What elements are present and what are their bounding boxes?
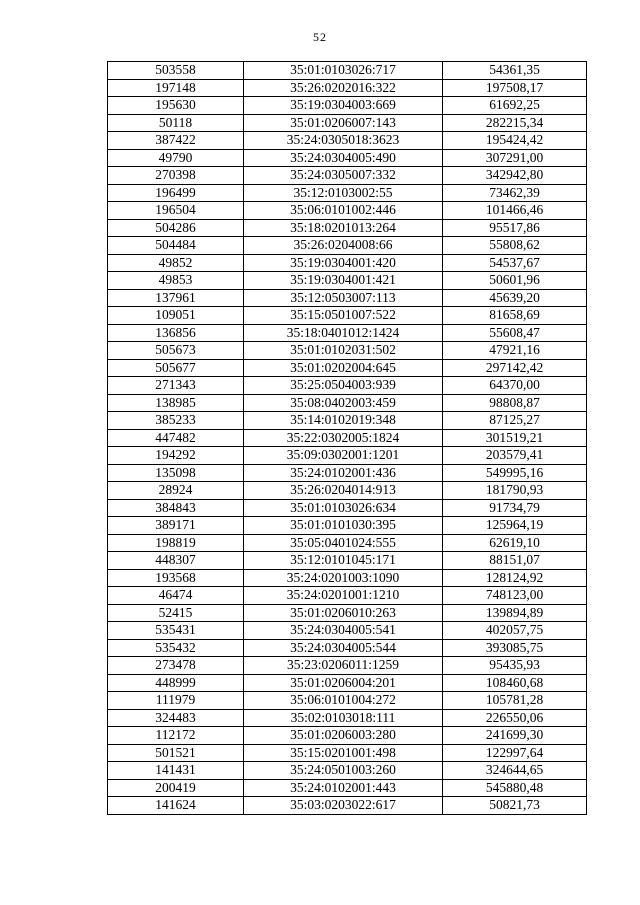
value-cell: 402057,75 (443, 622, 587, 640)
cadastral-number-cell: 35:09:0302001:1201 (244, 447, 443, 465)
table-row (108, 149, 587, 167)
table-row (108, 429, 587, 447)
value-cell: 91734,79 (443, 499, 587, 517)
table-row (108, 114, 587, 132)
table-row (108, 552, 587, 570)
cadastral-number-cell: 35:15:0201001:498 (244, 744, 443, 762)
value-cell: 226550,06 (443, 709, 587, 727)
table-row (108, 272, 587, 290)
value-cell: 101466,46 (443, 202, 587, 220)
record-id-cell: 136856 (108, 324, 244, 342)
value-cell: 50821,73 (443, 797, 587, 815)
table-row (108, 307, 587, 325)
value-cell: 197508,17 (443, 79, 587, 97)
record-id-cell: 141431 (108, 762, 244, 780)
record-id-cell: 109051 (108, 307, 244, 325)
table-row (108, 132, 587, 150)
cadastral-number-cell: 35:01:0103026:717 (244, 62, 443, 80)
table-row (108, 779, 587, 797)
cadastral-number-cell: 35:15:0501007:522 (244, 307, 443, 325)
record-id-cell: 501521 (108, 744, 244, 762)
record-id-cell: 504484 (108, 237, 244, 255)
table-body (108, 62, 587, 815)
record-id-cell: 49790 (108, 149, 244, 167)
record-id-cell: 194292 (108, 447, 244, 465)
cadastral-number-cell: 35:19:0304001:420 (244, 254, 443, 272)
cadastral-number-cell: 35:01:0206007:143 (244, 114, 443, 132)
cadastral-number-cell: 35:03:0203022:617 (244, 797, 443, 815)
value-cell: 324644,65 (443, 762, 587, 780)
table-row (108, 499, 587, 517)
table-row (108, 359, 587, 377)
record-id-cell: 505677 (108, 359, 244, 377)
cadastral-number-cell: 35:26:0202016:322 (244, 79, 443, 97)
table-row (108, 202, 587, 220)
value-cell: 241699,30 (443, 727, 587, 745)
record-id-cell: 273478 (108, 657, 244, 675)
value-cell: 88151,07 (443, 552, 587, 570)
table-row (108, 289, 587, 307)
cadastral-number-cell: 35:24:0501003:260 (244, 762, 443, 780)
record-id-cell: 448307 (108, 552, 244, 570)
value-cell: 62619,10 (443, 534, 587, 552)
value-cell: 64370,00 (443, 377, 587, 395)
record-id-cell: 447482 (108, 429, 244, 447)
record-id-cell: 535431 (108, 622, 244, 640)
cadastral-number-cell: 35:18:0401012:1424 (244, 324, 443, 342)
table-row (108, 692, 587, 710)
record-id-cell: 196499 (108, 184, 244, 202)
record-id-cell: 389171 (108, 517, 244, 535)
table-row (108, 727, 587, 745)
table-row (108, 394, 587, 412)
cadastral-number-cell: 35:24:0304005:544 (244, 639, 443, 657)
table-row (108, 674, 587, 692)
record-id-cell: 138985 (108, 394, 244, 412)
record-id-cell: 196504 (108, 202, 244, 220)
value-cell: 98808,87 (443, 394, 587, 412)
table-row (108, 324, 587, 342)
cadastral-number-cell: 35:12:0103002:55 (244, 184, 443, 202)
table-row (108, 62, 587, 80)
cadastral-number-cell: 35:01:0206010:263 (244, 604, 443, 622)
cadastral-number-cell: 35:22:0302005:1824 (244, 429, 443, 447)
cadastral-number-cell: 35:19:0304001:421 (244, 272, 443, 290)
cadastral-number-cell: 35:18:0201013:264 (244, 219, 443, 237)
value-cell: 203579,41 (443, 447, 587, 465)
record-id-cell: 271343 (108, 377, 244, 395)
table-row (108, 412, 587, 430)
table-row (108, 657, 587, 675)
value-cell: 301519,21 (443, 429, 587, 447)
value-cell: 45639,20 (443, 289, 587, 307)
table-row (108, 464, 587, 482)
record-id-cell: 387422 (108, 132, 244, 150)
record-id-cell: 270398 (108, 167, 244, 185)
cadastral-number-cell: 35:26:0204014:913 (244, 482, 443, 500)
record-id-cell: 197148 (108, 79, 244, 97)
value-cell: 122997,64 (443, 744, 587, 762)
cadastral-number-cell: 35:01:0102031:502 (244, 342, 443, 360)
table-row (108, 622, 587, 640)
cadastral-number-cell: 35:01:0206004:201 (244, 674, 443, 692)
cadastral-number-cell: 35:14:0102019:348 (244, 412, 443, 430)
value-cell: 139894,89 (443, 604, 587, 622)
record-id-cell: 52415 (108, 604, 244, 622)
cadastral-number-cell: 35:08:0402003:459 (244, 394, 443, 412)
table-row (108, 342, 587, 360)
record-id-cell: 385233 (108, 412, 244, 430)
cadastral-number-cell: 35:19:0304003:669 (244, 97, 443, 115)
value-cell: 54361,35 (443, 62, 587, 80)
record-id-cell: 193568 (108, 569, 244, 587)
record-id-cell: 535432 (108, 639, 244, 657)
table-row (108, 237, 587, 255)
cadastral-number-cell: 35:24:0304005:541 (244, 622, 443, 640)
record-id-cell: 49852 (108, 254, 244, 272)
value-cell: 307291,00 (443, 149, 587, 167)
cadastral-number-cell: 35:23:0206011:1259 (244, 657, 443, 675)
record-id-cell: 503558 (108, 62, 244, 80)
table-row (108, 569, 587, 587)
cadastral-number-cell: 35:12:0503007:113 (244, 289, 443, 307)
table-row (108, 587, 587, 605)
value-cell: 95435,93 (443, 657, 587, 675)
cadastral-number-cell: 35:06:0101004:272 (244, 692, 443, 710)
record-id-cell: 200419 (108, 779, 244, 797)
cadastral-number-cell: 35:06:0101002:446 (244, 202, 443, 220)
value-cell: 128124,92 (443, 569, 587, 587)
cadastral-number-cell: 35:24:0201003:1090 (244, 569, 443, 587)
cadastral-number-cell: 35:24:0201001:1210 (244, 587, 443, 605)
record-id-cell: 141624 (108, 797, 244, 815)
cadastral-number-cell: 35:25:0504003:939 (244, 377, 443, 395)
record-id-cell: 384843 (108, 499, 244, 517)
value-cell: 748123,00 (443, 587, 587, 605)
record-id-cell: 46474 (108, 587, 244, 605)
table-row (108, 219, 587, 237)
table-row (108, 744, 587, 762)
table-row (108, 184, 587, 202)
record-id-cell: 198819 (108, 534, 244, 552)
value-cell: 108460,68 (443, 674, 587, 692)
table-row (108, 709, 587, 727)
value-cell: 54537,67 (443, 254, 587, 272)
value-cell: 282215,34 (443, 114, 587, 132)
value-cell: 95517,86 (443, 219, 587, 237)
value-cell: 87125,27 (443, 412, 587, 430)
record-id-cell: 28924 (108, 482, 244, 500)
value-cell: 342942,80 (443, 167, 587, 185)
value-cell: 393085,75 (443, 639, 587, 657)
table-row (108, 482, 587, 500)
table-row (108, 762, 587, 780)
value-cell: 105781,28 (443, 692, 587, 710)
cadastral-number-cell: 35:01:0103026:634 (244, 499, 443, 517)
page-number: 52 (313, 30, 327, 44)
value-cell: 297142,42 (443, 359, 587, 377)
table-row (108, 797, 587, 815)
value-cell: 549995,16 (443, 464, 587, 482)
record-id-cell: 49853 (108, 272, 244, 290)
cadastral-number-cell: 35:12:0101045:171 (244, 552, 443, 570)
value-cell: 545880,48 (443, 779, 587, 797)
value-cell: 55608,47 (443, 324, 587, 342)
cadastral-number-cell: 35:24:0304005:490 (244, 149, 443, 167)
record-id-cell: 505673 (108, 342, 244, 360)
value-cell: 181790,93 (443, 482, 587, 500)
cadastral-number-cell: 35:01:0206003:280 (244, 727, 443, 745)
table-row (108, 79, 587, 97)
record-id-cell: 504286 (108, 219, 244, 237)
record-id-cell: 195630 (108, 97, 244, 115)
value-cell: 195424,42 (443, 132, 587, 150)
record-id-cell: 111979 (108, 692, 244, 710)
cadastral-number-cell: 35:24:0102001:443 (244, 779, 443, 797)
record-id-cell: 324483 (108, 709, 244, 727)
table-row (108, 377, 587, 395)
value-cell: 81658,69 (443, 307, 587, 325)
table-row (108, 517, 587, 535)
value-cell: 125964,19 (443, 517, 587, 535)
cadastral-number-cell: 35:01:0101030:395 (244, 517, 443, 535)
cadastral-number-cell: 35:24:0102001:436 (244, 464, 443, 482)
table-row (108, 639, 587, 657)
value-cell: 50601,96 (443, 272, 587, 290)
table-row (108, 167, 587, 185)
value-cell: 61692,25 (443, 97, 587, 115)
record-id-cell: 50118 (108, 114, 244, 132)
data-table (107, 61, 587, 815)
value-cell: 73462,39 (443, 184, 587, 202)
cadastral-number-cell: 35:01:0202004:645 (244, 359, 443, 377)
table-row (108, 447, 587, 465)
table-row (108, 254, 587, 272)
table-row (108, 97, 587, 115)
value-cell: 55808,62 (443, 237, 587, 255)
record-id-cell: 112172 (108, 727, 244, 745)
table-row (108, 534, 587, 552)
value-cell: 47921,16 (443, 342, 587, 360)
cadastral-number-cell: 35:05:0401024:555 (244, 534, 443, 552)
cadastral-number-cell: 35:24:0305018:3623 (244, 132, 443, 150)
record-id-cell: 135098 (108, 464, 244, 482)
table-row (108, 604, 587, 622)
record-id-cell: 137961 (108, 289, 244, 307)
cadastral-number-cell: 35:26:0204008:66 (244, 237, 443, 255)
record-id-cell: 448999 (108, 674, 244, 692)
cadastral-number-cell: 35:24:0305007:332 (244, 167, 443, 185)
cadastral-number-cell: 35:02:0103018:111 (244, 709, 443, 727)
